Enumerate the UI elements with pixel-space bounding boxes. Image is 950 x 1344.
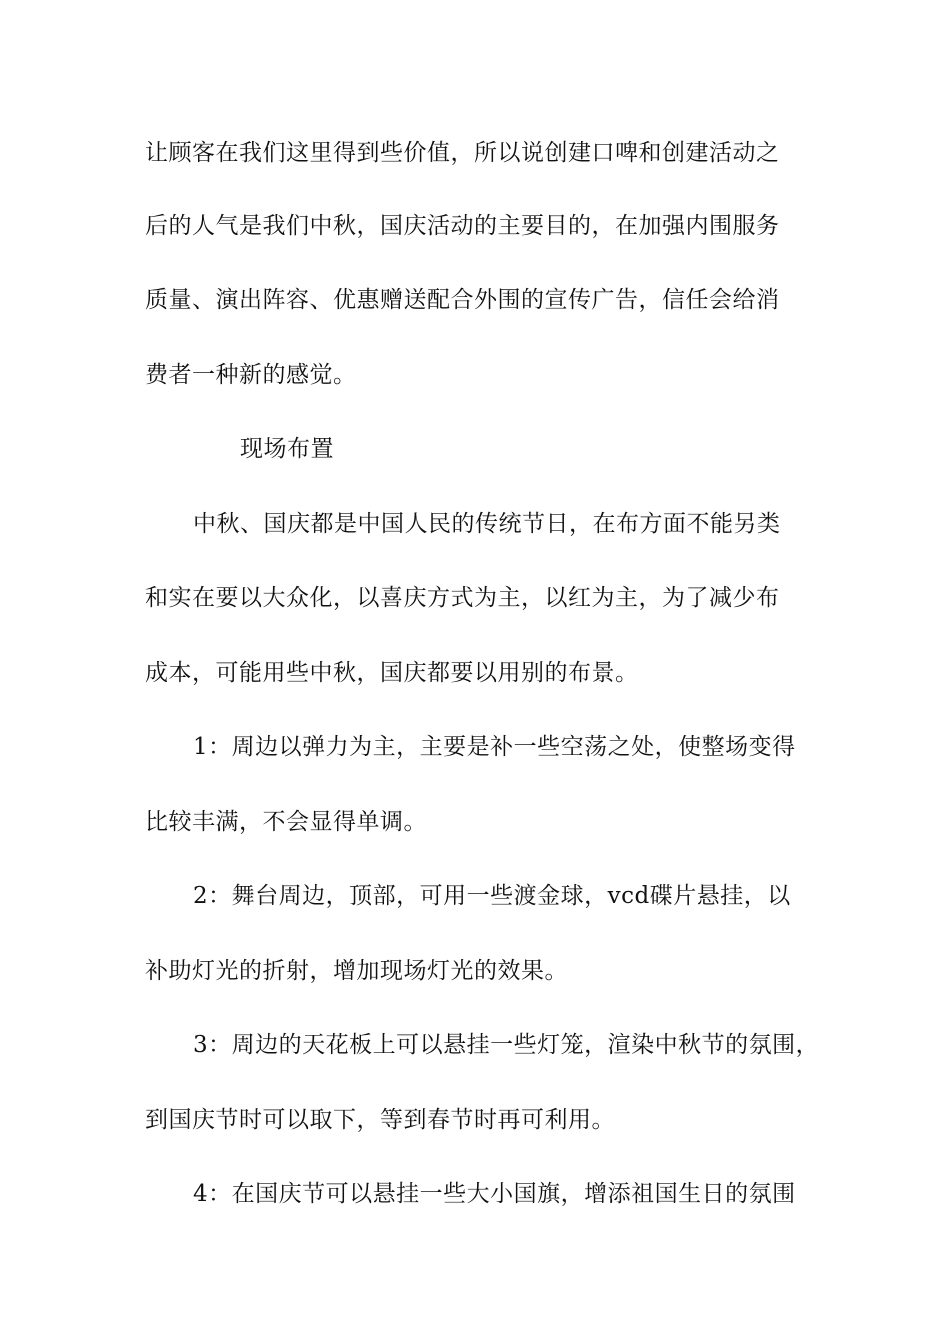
list-item-line: 1：周边以弹力为主，主要是补一些空荡之处，使整场变得 (193, 734, 796, 760)
list-item-line: 到国庆节时可以取下，等到春节时再可利用。 (145, 1107, 615, 1133)
paragraph-line: 和实在要以大众化，以喜庆方式为主，以红为主，为了减少布 (145, 585, 780, 611)
paragraph-line: 费者一种新的感觉。 (145, 362, 357, 388)
list-item-line: 比较丰满，不会显得单调。 (145, 809, 427, 835)
paragraph-line: 后的人气是我们中秋，国庆活动的主要目的，在加强内围服务 (145, 213, 780, 239)
list-item-line: 2：舞台周边，顶部，可用一些渡金球，vcd碟片悬挂，以 (193, 883, 791, 909)
list-item-line: 补助灯光的折射，增加现场灯光的效果。 (145, 958, 568, 984)
paragraph-line: 质量、演出阵容、优惠赠送配合外围的宣传广告，信任会给消 (145, 287, 780, 313)
list-item-line: 4：在国庆节可以悬挂一些大小国旗，增添祖国生日的氛围 (193, 1181, 796, 1207)
paragraph-line: 让顾客在我们这里得到些价值，所以说创建口啤和创建活动之 (145, 140, 780, 166)
paragraph-line: 成本，可能用些中秋，国庆都要以用别的布景。 (145, 660, 639, 686)
section-heading: 现场布置 (240, 436, 334, 462)
paragraph-line: 中秋、国庆都是中国人民的传统节日，在布方面不能另类 (193, 511, 781, 537)
list-item-line: 3：周边的天花板上可以悬挂一些灯笼，渲染中秋节的氛围， (193, 1032, 820, 1058)
